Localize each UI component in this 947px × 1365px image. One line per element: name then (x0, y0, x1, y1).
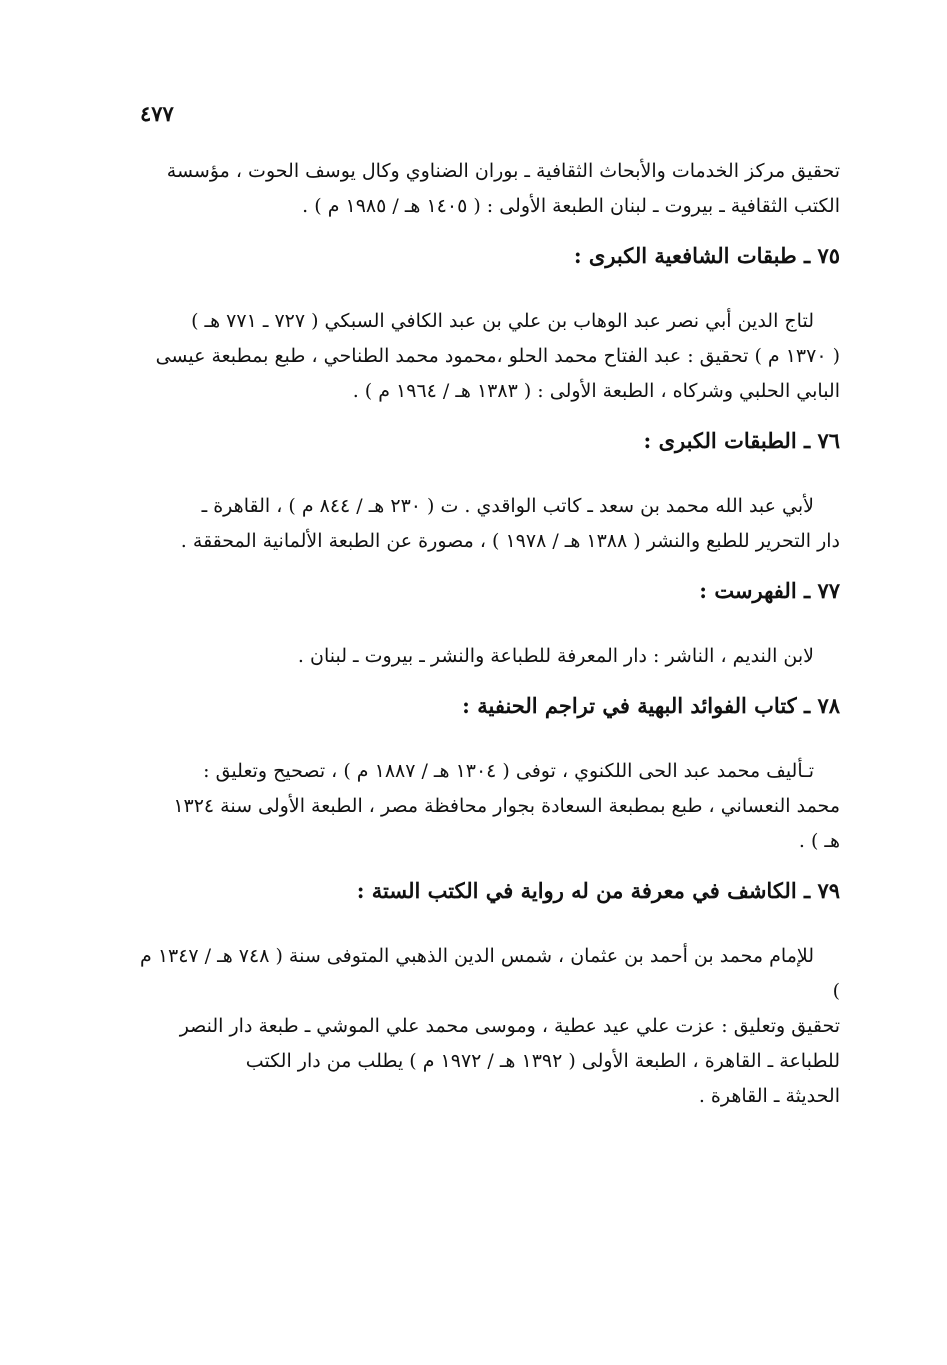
paragraph-line: تـأليف محمد عبد الحى اللكنوي ، توفى ( ١٣٠٤ هـ / ١٨٨٧ م ) ، تصحيح وتعليق : (203, 760, 814, 782)
paragraph-line: ( ١٣٧٠ م ) تحقيق : عبد الفتاح محمد الحلو ،محمود محمد الطناحي ، طبع بمطبعة عيسى (155, 345, 840, 367)
entry-78 (140, 688, 840, 859)
entry-heading: ٧٦ ـ الطبقات الكبرى : (643, 428, 840, 453)
paragraph-line: الحديثة ـ القاهرة . (698, 1085, 840, 1107)
paragraph-line: تحقيق وتعليق : عزت علي عيد عطية ، وموسى محمد علي الموشي ـ طبعة دار النصر (179, 1015, 840, 1037)
document-page (140, 96, 840, 1114)
paragraph-line: دار التحرير للطبع والنشر ( ١٣٨٨ هـ / ١٩٧٨ ) ، مصورة عن الطبعة الألمانية المحققة . (180, 530, 840, 552)
paragraph-line: محمد النعساني ، طبع بمطبعة السعادة بجوار محافظة مصر ، الطبعة الأولى سنة ١٣٢٤ (173, 795, 840, 817)
entry-77 (140, 573, 840, 674)
paragraph-line: تحقيق مركز الخدمات والأبحاث الثقافية ـ بوران الضناوي وكال يوسف الحوت ، مؤسسة (166, 160, 840, 182)
paragraph-line: لتاج الدين أبي نصر عبد الوهاب بن علي بن عبد الكافي السبكي ( ٧٢٧ ـ ٧٧١ هـ ) (191, 310, 814, 332)
entry-heading: ٧٨ ـ كتاب الفوائد البهية في تراجم الحنفية : (462, 693, 840, 718)
paragraph-line: للطباعة ـ القاهرة ، الطبعة الأولى ( ١٣٩٢ هـ / ١٩٧٢ م ) يطلب من دار الكتب (245, 1050, 840, 1072)
page-number: ٤٧٧ (140, 101, 174, 126)
paragraph-line: الكتب الثقافية ـ بيروت ـ لبنان الطبعة الأولى : ( ١٤٠٥ هـ / ١٩٨٥ م ) . (302, 195, 840, 217)
entry-79 (140, 873, 840, 1114)
paragraph-line: هـ ) . (798, 830, 840, 852)
entry-heading: ٧٥ ـ طبقات الشافعية الكبرى : (573, 243, 840, 268)
entry-heading: ٧٩ ـ الكاشف في معرفة من له رواية في الكتب الستة : (356, 878, 840, 903)
paragraph-line: لأبي عبد الله محمد بن سعد ـ كاتب الواقدي . ت ( ٢٣٠ هـ / ٨٤٤ م ) ، القاهرة ـ (201, 495, 814, 517)
paragraph-line: لابن النديم ، الناشر : دار المعرفة للطباعة والنشر ـ بيروت ـ لبنان . (297, 645, 814, 667)
paragraph-line: البابي الحلبي وشركاه ، الطبعة الأولى : ( ١٣٨٣ هـ / ١٩٦٤ م ) . (352, 380, 840, 402)
paragraph-line: للإمام محمد بن أحمد بن عثمان ، شمس الدين الذهبي المتوفى سنة ( ٧٤٨ هـ / ١٣٤٧ م ) (140, 945, 840, 1002)
entry-75 (140, 238, 840, 409)
entry-76 (140, 423, 840, 559)
entry-heading: ٧٧ ـ الفهرست : (699, 578, 840, 603)
intro-paragraph (140, 154, 840, 224)
